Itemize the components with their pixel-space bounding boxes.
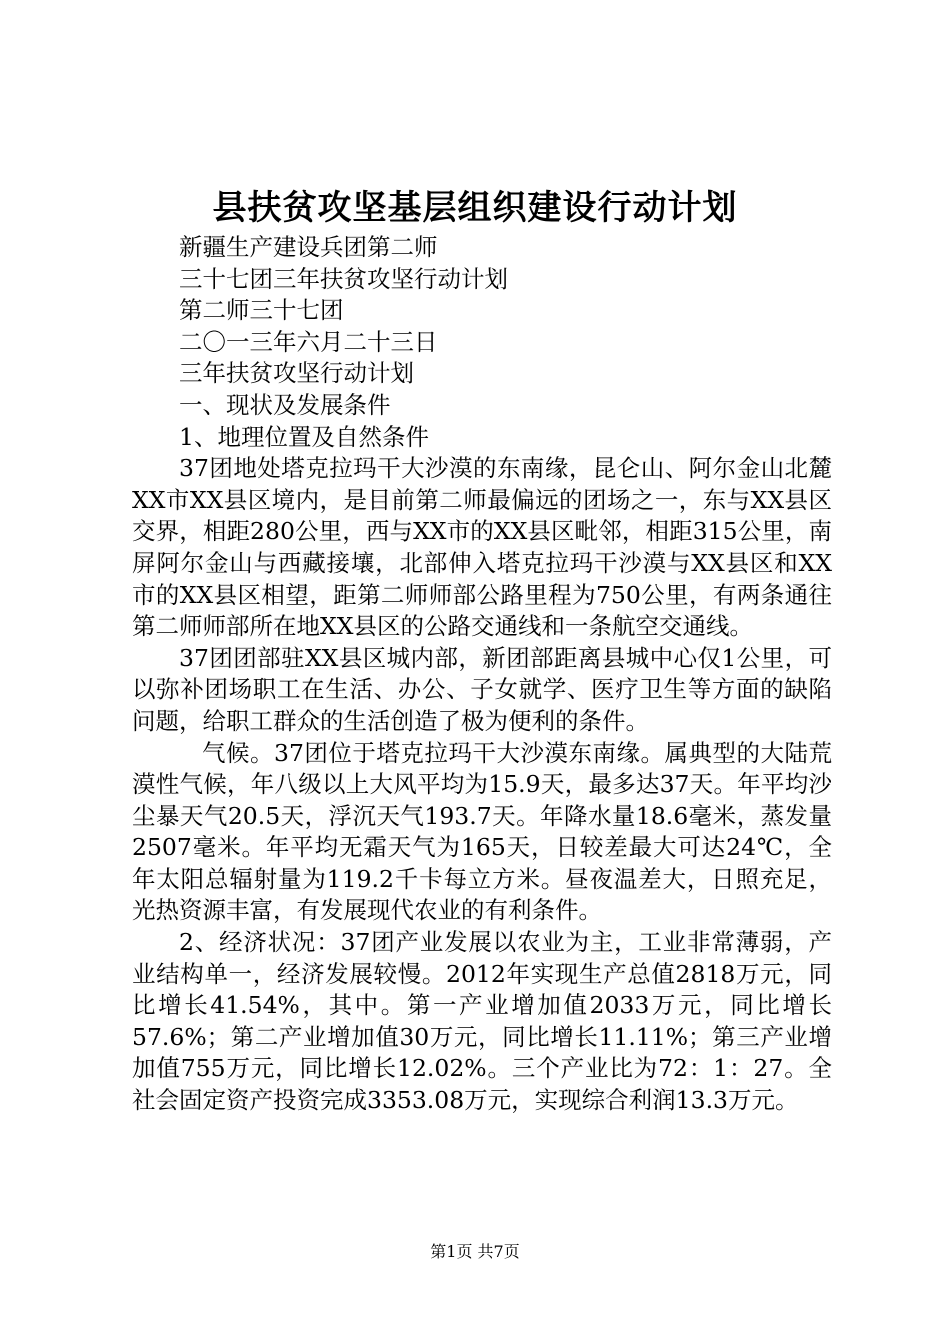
issuer-line: 新疆生产建设兵团第二师 [179,233,438,261]
page-footer: 第1页 共7页 [430,1242,520,1261]
paragraph-economy: 2、经济状况：37团产业发展以农业为主，工业非常薄弱，产业结构单一，经济发展较慢。2012年实现生产总值2818万元，同比增长41.54%，其中。第一产业增加值2033万元，同比增长57.6%；第二产业增加值30万元，同比增长11.11%；第三产业增加值755万元，同比增长12.02%。三个产业比为72：1：27。全社会固定资产投资完成3353.08万元，实现综合利润13.3万元。 [132,928,832,1115]
section-heading: 一、现状及发展条件 [179,390,391,419]
plan-title-line: 三年扶贫攻坚行动计划 [179,359,414,388]
plan-name-line: 三十七团三年扶贫攻坚行动计划 [179,264,508,293]
paragraph-headquarters: 37团团部驻XX县区城内部，新团部距离县城中心仅1公里，可以弥补团场职工在生活、办公、子女就学、医疗卫生等方面的缺陷问题，给职工群众的生活创造了极为便利的条件。 [132,643,832,735]
document-body [132,210,832,1117]
date-line: 二〇一三年六月二十三日 [179,327,438,356]
subsection-heading: 1、地理位置及自然条件 [179,422,429,451]
paragraph-climate: 气候。37团位于塔克拉玛干大沙漠东南缘。属典型的大陆荒漠性气候，年八级以上大风平均为15.9天，最多达37天。年平均沙尘暴天气20.5天，浮沉天气193.7天。年降水量18.6毫米，蒸发量2507毫米。年平均无霜天气为165天，日较差最大可达24℃，全年太阳总辐射量为119.2千卡每立方米。昼夜温差大，日照充足，光热资源丰富，有发展现代农业的有利条件。 [132,738,832,925]
paragraph-geography: 37团地处塔克拉玛干大沙漠的东南缘，昆仑山、阿尔金山北麓XX市XX县区境内，是目前第二师最偏远的团场之一，东与XX县区交界，相距280公里，西与XX市的XX县区毗邻，相距315公里，南屏阿尔金山与西藏接壤，北部伸入塔克拉玛干沙漠与XX县区和XX市的XX县区相望，距第二师师部公路里程为750公里，有两条通往第二师师部所在地XX县区的公路交通线和一条航空交通线。 [132,454,832,641]
document-title: 县扶贫攻坚基层组织建设行动计划 [212,188,738,228]
unit-line: 第二师三十七团 [179,296,344,325]
